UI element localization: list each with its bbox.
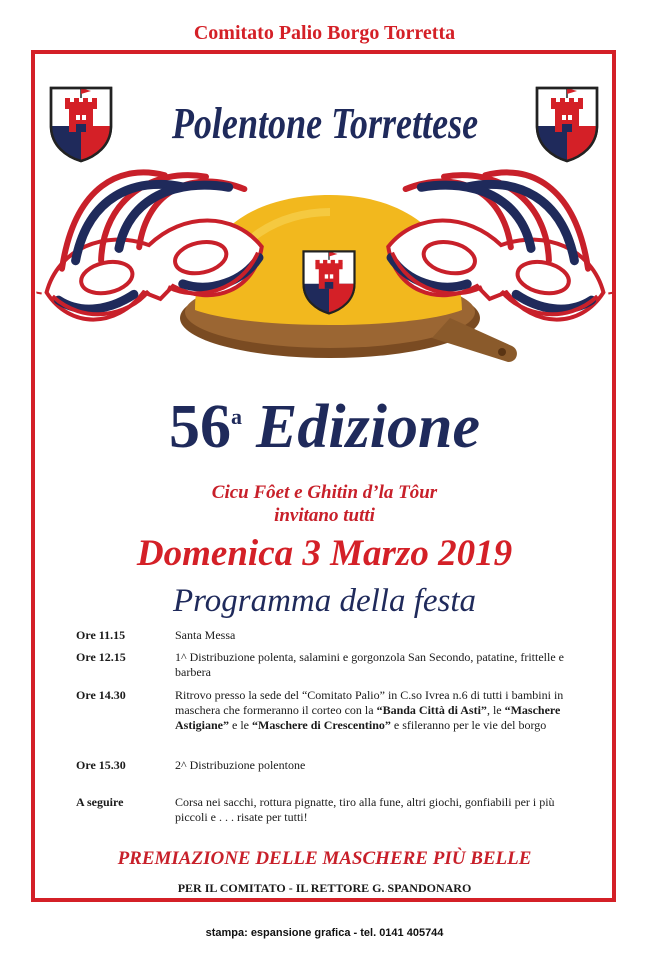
poster-title: Polentone Torrettese: [171, 99, 479, 148]
edition-label: Edizione: [256, 393, 480, 461]
edition-heading: [0, 392, 649, 463]
program-title: Programma della festa: [172, 583, 477, 619]
invitation-line-1: Cicu Fôet e Ghitin d’la Tôur: [211, 482, 438, 503]
schedule-time: Ore 14.30: [76, 688, 126, 702]
invitation-line-2: invitano tutti: [274, 505, 375, 526]
schedule-text: Corsa nei sacchi, rottura pignatte, tiro alla fune, altri giochi, gonfiabili per i più piccoli e . . . risate per tutti!: [175, 795, 555, 824]
schedule-time: Ore 15.30: [76, 758, 126, 772]
organizer-heading: Comitato Palio Borgo Torretta: [193, 22, 456, 44]
shield-tower-icon: [304, 251, 355, 313]
polenta-illustration: [30, 140, 620, 390]
signature: PER IL COMITATO - IL RETTORE G. SPANDONARO: [177, 881, 472, 895]
edition-number: 56: [169, 393, 232, 461]
schedule-text: 1^ Distribuzione polenta, salamini e gorgonzola San Secondo, patatine, frittelle e barbera: [175, 650, 564, 679]
schedule-text: 2^ Distribuzione polentone: [175, 758, 306, 772]
event-date: Domenica 3 Marzo 2019: [136, 533, 513, 574]
award-announcement: PREMIAZIONE DELLE MASCHERE PIÙ BELLE: [117, 848, 532, 869]
schedule-text: Ritrovo presso la sede del “Comitato Palio” in C.so Ivrea n.6 di tutti i bambini in maschera che formeranno il corteo con la “Banda Città di Asti”, le “Maschere Astigiane” e le “Maschere di Crescentino” e sfileranno per le vie del borgo: [175, 688, 564, 732]
edition-superscript: a: [231, 404, 243, 429]
schedule-text: Santa Messa: [175, 628, 236, 642]
schedule-time: A seguire: [76, 795, 124, 809]
schedule-time: Ore 12.15: [76, 650, 126, 664]
printer-credit: stampa: espansione grafica - tel. 0141 405744: [205, 927, 444, 939]
schedule-time: Ore 11.15: [76, 628, 126, 642]
